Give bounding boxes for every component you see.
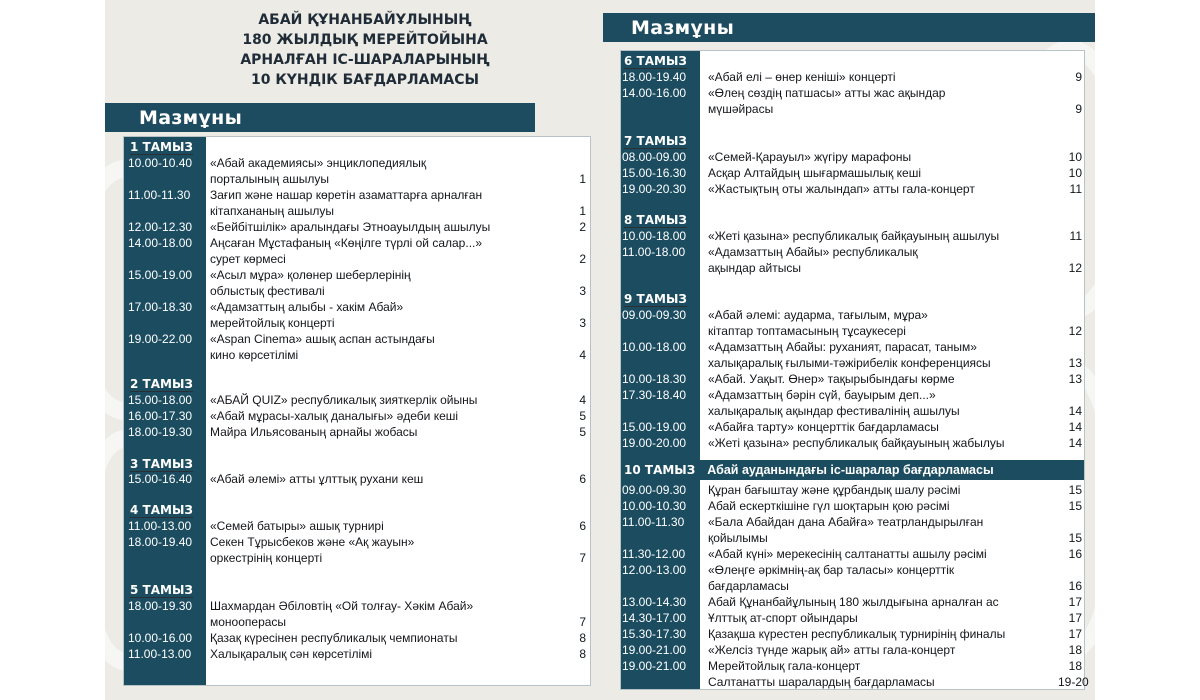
- time-range: 15.00-18.00: [128, 393, 193, 407]
- page-number: 10: [1068, 150, 1082, 164]
- page-number: 19-20: [1058, 675, 1089, 689]
- page-number: 3: [579, 284, 586, 298]
- contents-heading-right: [603, 13, 1095, 42]
- page-number: 8: [579, 631, 586, 645]
- event-title: «Адамзаттың алыбы - хакім Абай»: [210, 300, 404, 314]
- time-range: 16.00-17.30: [128, 409, 193, 423]
- time-range: 18.00-19.40: [622, 70, 687, 84]
- day-header-4: 4 ТАМЫЗ: [130, 503, 193, 517]
- time-range: 15.00-19.00: [622, 420, 687, 434]
- event-title: монооперасы: [210, 615, 287, 629]
- event-title: «Адамзаттың Абайы: руханият, парасат, таным»: [708, 340, 977, 354]
- event-title: «Жеті қазына» республикалық байқауының ашылуы: [708, 229, 1000, 243]
- event-title: «Бала Абайдан дана Абайға» театрландырылған: [708, 515, 984, 529]
- contents-heading-left: [105, 103, 535, 132]
- page-number: 15: [1068, 483, 1082, 497]
- page-number: 17: [1068, 595, 1082, 609]
- event-title: мүшәйрасы: [708, 102, 774, 116]
- time-range: 10.00-10.40: [128, 156, 193, 170]
- page-number: 1: [579, 172, 586, 186]
- event-title: оркестрінің концерті: [210, 551, 323, 565]
- time-range: 10.00-16.00: [128, 631, 193, 645]
- event-title: «Өлеңге әркімнің-ақ бар таласы» концерттік: [708, 563, 955, 577]
- schedule-column-left: [123, 136, 591, 686]
- event-title: Қазақша күрестен республикалық турнирінің финалы: [708, 627, 1006, 641]
- page-number: 3: [579, 316, 586, 330]
- time-range: 15.00-19.00: [128, 268, 193, 282]
- event-title: «Адамзаттың Абайы» республикалық: [708, 245, 918, 259]
- event-title: «Өлең сөздің патшасы» атты жас ақындар: [708, 86, 946, 100]
- event-title: Секен Тұрысбеков және «Ақ жауын»: [210, 535, 415, 549]
- event-title: Мерейтойлық гала-концерт: [708, 659, 861, 673]
- page-number: 12: [1068, 261, 1082, 275]
- event-title: Шахмардан Әбіловтің «Ой толғау- Хәкім Абай»: [210, 599, 474, 613]
- day-header-3: 3 ТАМЫЗ: [130, 457, 193, 471]
- page-number: 16: [1068, 547, 1082, 561]
- time-range: 14.00-18.00: [128, 236, 193, 250]
- event-title: «Абай. Уақыт. Өнер» тақырыбындағы көрме: [708, 372, 955, 386]
- page-number: 15: [1068, 531, 1082, 545]
- page-number: 4: [579, 348, 586, 362]
- time-range: 15.00-16.30: [622, 166, 687, 180]
- event-title: «Жеті қазына» республикалық байқауының жабылуы: [708, 436, 1005, 450]
- event-title: Аңсаған Мұстафаның «Көңілге түрлі ой салар...»: [210, 236, 483, 250]
- time-range: 09.00-09.30: [622, 483, 687, 497]
- time-range: 08.00-09.00: [622, 150, 687, 164]
- page-number: 5: [579, 409, 586, 423]
- time-range: 10.00-18.00: [622, 229, 687, 243]
- time-range: 15.30-17.30: [622, 627, 687, 641]
- event-title: «Абай әлемі» атты ұлттық рухани кеш: [210, 472, 424, 486]
- time-range: 19.00-21.00: [622, 659, 687, 673]
- event-title: Асқар Алтайдың шығармашылық кеші: [708, 166, 921, 180]
- event-title: «Жастықтың оты жалындап» атты гала-концерт: [708, 182, 975, 196]
- event-title: «Абай мұрасы-халық даналығы» әдеби кеші: [210, 409, 459, 423]
- time-range: 10.00-18.00: [622, 340, 687, 354]
- event-title: Абай Құнанбайұлының 180 жылдығына арналған ас: [708, 595, 999, 609]
- page-number: 2: [579, 220, 586, 234]
- time-range: 19.00-20.30: [622, 182, 687, 196]
- event-title: «Абай әлемі: аударма, тағылым, мұра»: [708, 308, 928, 322]
- event-title: порталының ашылуы: [210, 172, 330, 186]
- contents-heading-text: Мазмұны: [631, 16, 735, 39]
- time-range: 18.00-19.30: [128, 425, 193, 439]
- district-program-title: Абай ауданындағы іс-шаралар бағдарламасы: [707, 463, 994, 477]
- time-range: 17.30-18.40: [622, 388, 687, 402]
- page-number: 13: [1068, 356, 1082, 370]
- page-number: 8: [579, 647, 586, 661]
- event-title: Ұлттық ат-спорт ойындары: [708, 611, 858, 625]
- page-number: 12: [1068, 324, 1082, 338]
- title-line: АРНАЛҒАН ІС-ШАРАЛАРЫНЫҢ: [240, 52, 490, 68]
- event-title: Майра Ильясованың арнайы жобасы: [210, 425, 418, 439]
- time-range: 14.00-16.00: [622, 86, 687, 100]
- event-title: «Адамзаттың бәрін сүй, бауырым деп...»: [708, 388, 936, 402]
- day-header-8: 8 ТАМЫЗ: [624, 213, 687, 227]
- time-range: 09.00-09.30: [622, 308, 687, 322]
- event-title: «Бейбітшілік» аралындағы Этноауылдың ашылуы: [210, 220, 491, 234]
- event-title: Халықаралық сән көрсетілімі: [210, 647, 373, 661]
- time-range: 11.30-12.00: [622, 547, 686, 561]
- day-header-2: 2 ТАМЫЗ: [130, 377, 193, 391]
- event-title: «Семей батыры» ашық турнирі: [210, 519, 384, 533]
- day-header-10: 10 ТАМЫЗ: [624, 463, 696, 477]
- page-number: 11: [1069, 182, 1082, 196]
- time-range: 19.00-20.00: [622, 436, 687, 450]
- event-title: «Aspan Cinema» ашық аспан астындағы: [210, 332, 435, 346]
- contents-heading-text: Мазмұны: [139, 106, 243, 129]
- event-title: «Асыл мұра» қолөнер шеберлерінің: [210, 268, 411, 282]
- page-number: 17: [1068, 611, 1082, 625]
- time-range: 12.00-13.00: [622, 563, 687, 577]
- page-number: 18: [1068, 659, 1082, 673]
- page-number: 1: [579, 204, 586, 218]
- time-range: 15.00-16.40: [128, 472, 193, 486]
- page-number: 14: [1068, 404, 1082, 418]
- page-number: 16: [1068, 579, 1082, 593]
- time-range: 19.00-21.00: [622, 643, 687, 657]
- page-number: 7: [579, 551, 586, 565]
- time-range: 17.00-18.30: [128, 300, 193, 314]
- event-title: Құран бағыштау және құрбандық шалу рәсімі: [708, 483, 961, 497]
- schedule-column-right: [620, 50, 1089, 690]
- day-header-7: 7 ТАМЫЗ: [624, 134, 687, 148]
- event-title: «Абай күні» мерекесінің салтанатты ашылу рәсімі: [708, 547, 987, 561]
- time-range: 11.00-11.30: [622, 515, 685, 529]
- day-header-5: 5 ТАМЫЗ: [130, 583, 193, 597]
- event-title: қойылымы: [708, 531, 768, 545]
- page-number: 18: [1068, 643, 1082, 657]
- page-title: [215, 10, 515, 90]
- page-number: 4: [579, 393, 586, 407]
- time-range: 19.00-22.00: [128, 332, 193, 346]
- event-title: сурет көрмесі: [210, 252, 286, 266]
- time-range: 18.00-19.30: [128, 599, 193, 613]
- day-header-1: 1 ТАМЫЗ: [130, 140, 193, 154]
- time-range: 12.00-12.30: [128, 220, 193, 234]
- title-line: 180 ЖЫЛДЫҚ МЕРЕЙТОЙЫНА: [242, 32, 488, 48]
- time-range: 13.00-14.30: [622, 595, 687, 609]
- event-title: облыстық фестивалі: [210, 284, 325, 298]
- event-title: Абай ескерткішіне гүл шоқтарын қою рәсімі: [708, 499, 950, 513]
- time-range: 11.00-11.30: [128, 188, 191, 202]
- event-title: кітапхананың ашылуы: [210, 204, 335, 218]
- event-title: «Желсіз түнде жарық ай» атты гала-концерт: [708, 643, 956, 657]
- event-title: кино көрсетілімі: [210, 348, 299, 362]
- title-line: 10 КҮНДІК БАҒДАРЛАМАСЫ: [250, 72, 480, 88]
- time-range: 14.30-17.00: [622, 611, 687, 625]
- page-number: 17: [1068, 627, 1082, 641]
- page-number: 9: [1075, 102, 1082, 116]
- event-title: бағдарламасы: [708, 579, 789, 593]
- event-title: Салтанатты шаралардың бағдарламасы: [708, 675, 935, 689]
- page-number: 14: [1068, 436, 1082, 450]
- page-number: 2: [579, 252, 586, 266]
- event-title: халықаралық ақындар фестивалінің ашылуы: [708, 404, 960, 418]
- event-title: халықаралық ғылыми-тәжірибелік конференциясы: [708, 356, 991, 370]
- title-line: АБАЙ ҚҰНАНБАЙҰЛЫНЫҢ: [258, 12, 472, 28]
- page-number: 9: [1075, 70, 1082, 84]
- page-number: 5: [579, 425, 586, 439]
- page-number: 10: [1068, 166, 1082, 180]
- time-range: 18.00-19.40: [128, 535, 193, 549]
- page-number: 13: [1068, 372, 1082, 386]
- event-title: «Абай елі – өнер кеніші» концерті: [708, 70, 896, 84]
- event-title: Қазақ күресінен республикалық чемпионаты: [210, 631, 458, 645]
- event-title: «Семей-Қарауыл» жүгіру марафоны: [708, 150, 912, 164]
- event-title: мерейтойлық концерті: [210, 316, 335, 330]
- event-title: ақындар айтысы: [708, 261, 801, 275]
- event-title: кітаптар топтамасының тұсаукесері: [708, 324, 906, 338]
- day-header-6: 6 ТАМЫЗ: [624, 54, 687, 68]
- page-number: 7: [579, 615, 586, 629]
- event-title: Зағип және нашар көретін азаматтарға арналған: [210, 188, 483, 202]
- page-number: 6: [579, 519, 586, 533]
- event-title: «АБАЙ QUIZ» республикалық зияткерлік ойыны: [210, 393, 478, 407]
- event-title: «Абайға тарту» концерттік бағдарламасы: [708, 420, 939, 434]
- page-number: 15: [1068, 499, 1082, 513]
- page-number: 11: [1069, 229, 1082, 243]
- day-header-9: 9 ТАМЫЗ: [624, 292, 687, 306]
- event-title: «Абай академиясы» энциклопедиялық: [210, 156, 427, 170]
- time-range: 10.00-10.30: [622, 499, 687, 513]
- time-range: 10.00-18.30: [622, 372, 687, 386]
- page-number: 14: [1068, 420, 1082, 434]
- day-header-10-bar: [621, 460, 1084, 480]
- time-range: 11.00-13.00: [128, 647, 192, 661]
- time-range: 11.00-18.00: [622, 245, 686, 259]
- time-range: 11.00-13.00: [128, 519, 192, 533]
- page-number: 6: [579, 472, 586, 486]
